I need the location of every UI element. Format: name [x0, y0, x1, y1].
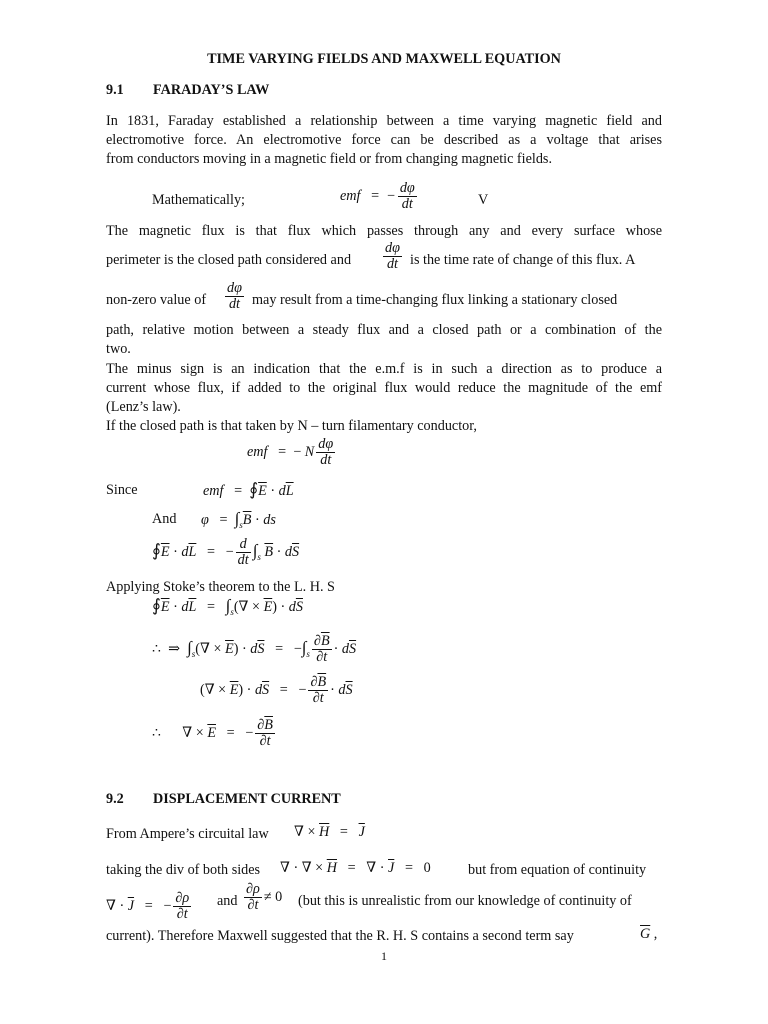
para1-line2: electromotive force. An electromotive force can be described as a voltage that arises — [106, 132, 662, 148]
section-9-2-number: 9.2 — [106, 791, 124, 807]
para2-line2a: perimeter is the closed path considered and — [106, 252, 352, 268]
unit-volt: V — [478, 192, 489, 208]
dphi-dt-fraction-2: $\frac{d\varphi}{dt}$ — [227, 280, 242, 312]
para2-line5: two. — [106, 341, 131, 357]
drho-dt-nonzero: $\frac{\partial\rho}{\partial t}$ ≠ 0 — [246, 881, 283, 913]
emf-n-turn-equation: emf = − N $\frac{d\varphi}{dt}$ — [247, 436, 334, 468]
therefore-implies-equation: ∴ ⇒ $\int_s(\nabla \times \overline{E}) \cdot d\overline{S} = -\int_s$ $\frac{\partial\overline{B}}{\partial t}$ · $d\overline{S}$ — [152, 633, 357, 665]
ampere-equation: ∇ × $\overline{H} = \overline{J}$ — [294, 824, 365, 840]
continuity-equation: ∇ · $\overline{J}$ = − $\frac{\partial\rho}{\partial t}$ — [106, 890, 190, 922]
section-9-1-title: FARADAY’S LAW — [153, 82, 270, 98]
page-number: 1 — [381, 949, 387, 963]
stokes-text: Applying Stoke’s theorem to the L. H. S — [106, 579, 335, 595]
page-title: TIME VARYING FIELDS AND MAXWELL EQUATION — [207, 51, 561, 67]
ampere-text: From Ampere’s circuital law — [106, 826, 269, 842]
para2-line3a: non-zero value of — [106, 292, 207, 308]
para3-line2: current whose flux, if added to the original flux would reduce the magnitude of the emf — [106, 380, 662, 396]
para3-line3: (Lenz’s law). — [106, 399, 181, 415]
and-label: And — [152, 511, 177, 527]
dphi-dt-fraction: $\frac{d\varphi}{dt}$ — [385, 240, 400, 272]
section-9-1-number: 9.1 — [106, 82, 124, 98]
para2-line3b: may result from a time-changing flux linking a stationary closed — [252, 292, 618, 308]
emf-line-integral: emf = $∮\overline{E} \cdot d\overline{L}$ — [203, 480, 294, 499]
div-text-b: but from equation of continuity — [468, 862, 647, 878]
last-line: current). Therefore Maxwell suggested that the R. H. S contains a second term say — [106, 928, 574, 944]
para1-line1: In 1831, Faraday established a relationship between a time varying magnetic field and — [106, 113, 662, 129]
faraday-integral-form: $∮\overline{E} \cdot d\overline{L}$ = − $\frac{d}{dt}$ $\int_s$ $\overline{B} \cdot d\overline{S}$ — [152, 536, 300, 568]
para3-line1: The minus sign is an indication that the e.m.f is in such a direction as to produce a — [106, 361, 662, 377]
para1-line3: from conductors moving in a magnetic field or from changing magnetic fields. — [106, 151, 552, 167]
para2-line2b: is the time rate of change of this flux. A — [410, 252, 636, 268]
since-label: Since — [106, 482, 138, 498]
para4: If the closed path is that taken by N – turn filamentary conductor, — [106, 418, 477, 434]
stokes-equation: $∮\overline{E} \cdot d\overline{L} = \int_s(\nabla \times \overline{E}) \cdot d\overline{S}$ — [152, 596, 303, 617]
section-9-2-title: DISPLACEMENT CURRENT — [153, 791, 341, 807]
continuity-text-b: (but this is unrealistic from our knowledge of continuity of — [298, 893, 632, 909]
mathematically-label: Mathematically; — [152, 192, 245, 208]
g-term: $\overline{G}$ , — [640, 926, 658, 942]
curl-ds-equation: (∇ × $\overline{E}) \cdot d\overline{S}$ = − $\frac{\partial\overline{B}}{\partial t}$ · $d\overline{S}$ — [200, 674, 353, 706]
emf-equation: emf = − $\frac{d\varphi}{dt}$ — [340, 180, 415, 212]
div-text-a: taking the div of both sides — [106, 862, 261, 878]
curl-e-equation: ∴ ∇ × $\overline{E}$ = − $\frac{\partial\overline{B}}{\partial t}$ — [152, 717, 273, 749]
para2-line1: The magnetic flux is that flux which passes through any and every surface whose — [106, 223, 662, 239]
and-word: and — [217, 893, 238, 909]
div-equation: ∇ · ∇ × $\overline{H}$ = ∇ · $\overline{J} = 0$ — [280, 860, 431, 876]
flux-integral: $\varphi = \int_s\overline{B}$ · ds — [201, 509, 276, 530]
para2-line4: path, relative motion between a steady flux and a closed path or a combination of the — [106, 322, 662, 338]
